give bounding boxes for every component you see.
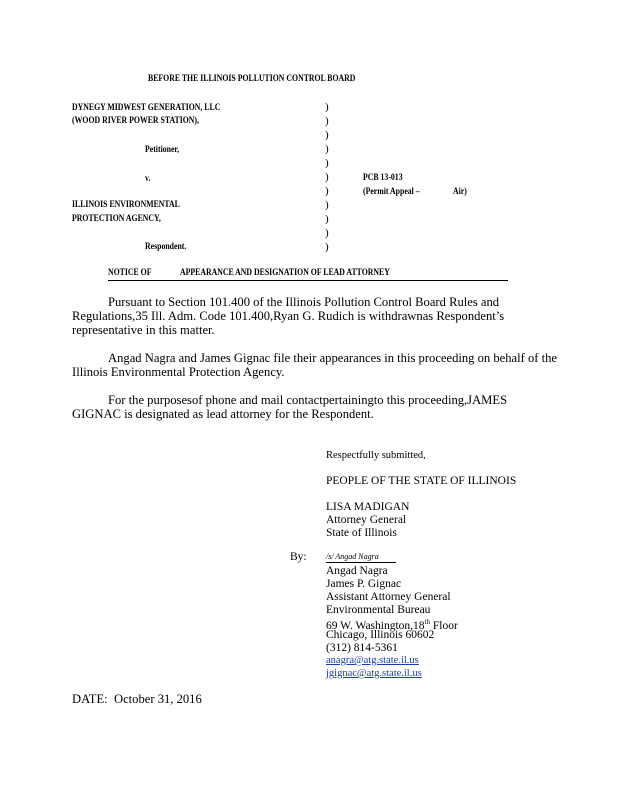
notice-title-left: NOTICE OF xyxy=(108,268,152,278)
email-link-2[interactable]: jgignac@atg.state.il.us xyxy=(326,668,422,679)
paren: ) xyxy=(325,171,329,183)
paragraph-1-line-2: Regulations,35 Ill. Adm. Code 101.400,Ryan G. Rudich is withdrawnas Respondent’s xyxy=(72,309,505,323)
notice-title-underline xyxy=(108,280,508,281)
paren: ) xyxy=(325,185,329,197)
petitioner-name: DYNEGY MIDWEST GENERATION, LLC xyxy=(72,103,221,113)
petitioner-station: (WOOD RIVER POWER STATION), xyxy=(72,116,199,126)
attorney-name-2: James P. Gignac xyxy=(326,578,402,590)
bureau: Environmental Bureau xyxy=(326,604,431,616)
signature-line xyxy=(326,562,396,563)
board-title: BEFORE THE ILLINOIS POLLUTION CONTROL BOARD xyxy=(148,74,356,84)
paragraph-3-line-1: For the purposesof phone and mail contactpertainingto this proceeding,JAMES xyxy=(108,393,508,407)
case-type-suffix: Air) xyxy=(453,187,467,197)
street-address-prefix: 69 W. Washington,18 xyxy=(326,619,425,632)
ag-state: State of Illinois xyxy=(326,527,397,539)
date-label: DATE: xyxy=(72,692,108,706)
by-label: By: xyxy=(290,551,307,563)
case-type-prefix: (Permit Appeal – xyxy=(363,187,420,197)
paragraph-3-line-2: GIGNAC is designated as lead attorney for the Respondent. xyxy=(72,407,374,421)
paren: ) xyxy=(325,143,329,155)
ag-name: LISA MADIGAN xyxy=(326,501,410,513)
petitioner-label: Petitioner, xyxy=(145,145,180,155)
case-number: PCB 13-013 xyxy=(363,173,403,183)
respondent-name-line2: PROTECTION AGENCY, xyxy=(72,214,161,224)
paren: ) xyxy=(325,213,329,225)
paragraph-2-line-1: Angad Nagra and James Gignac file their appearances in this proceeding on behalf of the xyxy=(108,351,558,365)
paren: ) xyxy=(325,115,329,127)
closing: Respectfully submitted, xyxy=(326,450,426,461)
date-value: October 31, 2016 xyxy=(113,692,202,706)
versus-label: v. xyxy=(145,174,151,184)
ag-title: Attorney General xyxy=(326,514,407,526)
electronic-signature: /s/ Angad Nagra xyxy=(326,552,379,561)
street-address-suffix: Floor xyxy=(430,619,458,632)
paragraph-1-line-3: representative in this matter. xyxy=(72,323,215,337)
paren: ) xyxy=(325,129,329,141)
email-link-1[interactable]: anagra@atg.state.il.us xyxy=(326,655,419,666)
attorney-name-1: Angad Nagra xyxy=(326,565,388,577)
date-line xyxy=(72,692,202,707)
paren: ) xyxy=(325,241,329,253)
notice-title-right: APPEARANCE AND DESIGNATION OF LEAD ATTORNEY xyxy=(180,268,390,278)
respondent-name: ILLINOIS ENVIRONMENTAL xyxy=(72,200,180,210)
paragraph-2-line-2: Illinois Environmental Protection Agency. xyxy=(72,365,285,379)
paren: ) xyxy=(325,101,329,113)
ordinal-suffix: th xyxy=(424,618,430,626)
city-state-zip: Chicago, Illinois 60602 xyxy=(326,629,435,641)
paragraph-1-line-1: Pursuant to Section 101.400 of the Illinois Pollution Control Board Rules and xyxy=(108,295,500,309)
paren: ) xyxy=(325,199,329,211)
paren: ) xyxy=(325,157,329,169)
attorney-role: Assistant Attorney General xyxy=(326,591,451,603)
party-name: PEOPLE OF THE STATE OF ILLINOIS xyxy=(326,475,517,487)
paren: ) xyxy=(325,227,329,239)
respondent-label: Respondent. xyxy=(145,242,187,252)
phone-number: (312) 814-5361 xyxy=(326,642,398,654)
